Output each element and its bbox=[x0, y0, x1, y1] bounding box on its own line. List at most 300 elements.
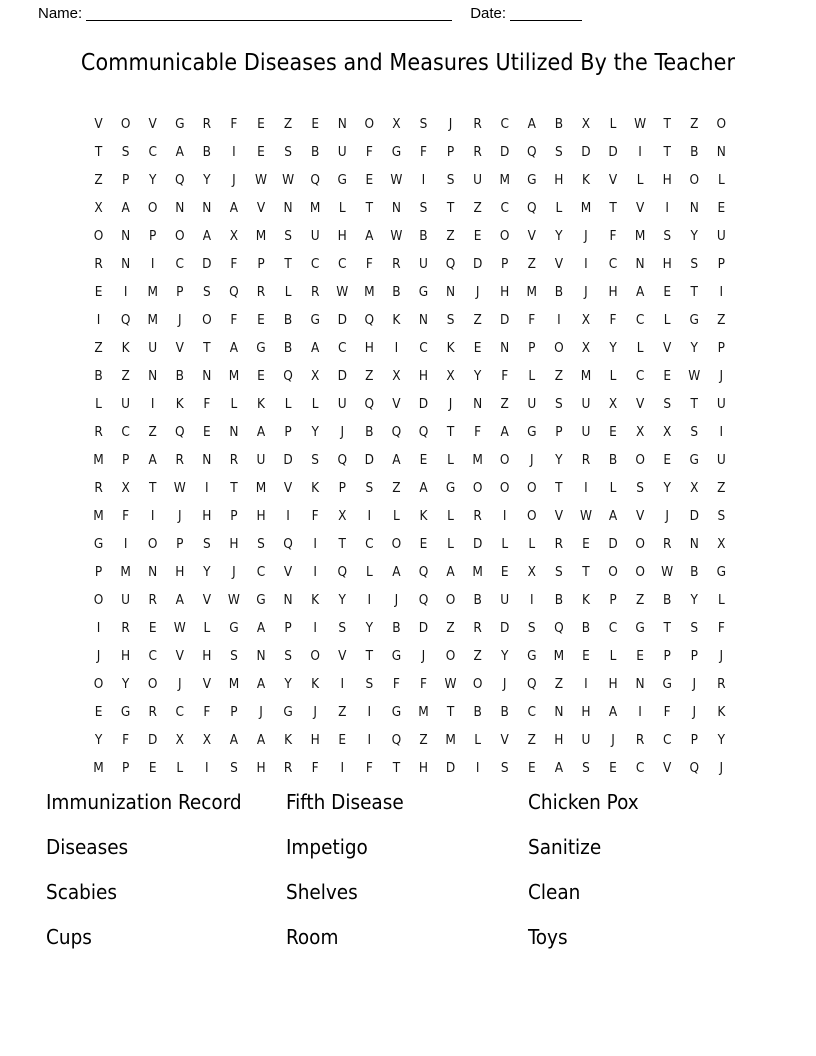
grid-cell[interactable]: O bbox=[147, 676, 158, 692]
grid-cell[interactable]: X bbox=[635, 424, 645, 440]
grid-cell[interactable]: D bbox=[500, 144, 510, 160]
grid-cell[interactable]: I bbox=[584, 676, 588, 692]
grid-cell[interactable]: L bbox=[555, 200, 563, 216]
grid-cell[interactable]: T bbox=[94, 144, 103, 160]
grid-cell[interactable]: R bbox=[148, 704, 157, 720]
grid-cell[interactable]: I bbox=[638, 144, 642, 160]
grid-cell[interactable]: W bbox=[661, 564, 674, 580]
grid-cell[interactable]: Z bbox=[365, 368, 374, 384]
grid-cell[interactable]: X bbox=[581, 116, 591, 132]
grid-cell[interactable]: N bbox=[148, 564, 158, 580]
grid-cell[interactable]: Z bbox=[554, 368, 564, 384]
grid-cell[interactable]: M bbox=[309, 200, 321, 216]
grid-cell[interactable]: U bbox=[716, 228, 726, 244]
grid-cell[interactable]: K bbox=[311, 592, 320, 608]
grid-cell[interactable]: E bbox=[148, 760, 157, 776]
grid-cell[interactable]: B bbox=[175, 368, 184, 384]
grid-cell[interactable]: E bbox=[419, 452, 428, 468]
grid-cell[interactable]: J bbox=[394, 592, 399, 608]
grid-cell[interactable]: X bbox=[175, 732, 184, 748]
grid-cell[interactable]: A bbox=[229, 340, 239, 356]
grid-cell[interactable]: L bbox=[609, 116, 617, 132]
grid-cell[interactable]: O bbox=[310, 648, 320, 664]
grid-cell[interactable]: O bbox=[202, 312, 212, 328]
grid-cell[interactable]: B bbox=[554, 284, 564, 300]
grid-cell[interactable]: V bbox=[500, 732, 509, 748]
grid-cell[interactable]: M bbox=[553, 648, 565, 664]
grid-cell[interactable]: I bbox=[123, 284, 128, 300]
grid-cell[interactable]: J bbox=[584, 228, 588, 244]
grid-cell[interactable]: K bbox=[175, 396, 184, 412]
grid-cell[interactable]: G bbox=[229, 620, 239, 636]
grid-cell[interactable]: N bbox=[500, 340, 510, 356]
grid-cell[interactable]: Y bbox=[690, 228, 698, 244]
grid-cell[interactable]: Q bbox=[174, 172, 185, 188]
grid-cell[interactable]: M bbox=[255, 480, 267, 496]
grid-cell[interactable]: I bbox=[502, 508, 507, 524]
grid-cell[interactable]: A bbox=[256, 676, 266, 692]
grid-cell[interactable]: C bbox=[500, 200, 509, 216]
grid-cell[interactable]: N bbox=[148, 368, 158, 384]
grid-cell[interactable]: S bbox=[446, 172, 455, 188]
grid-cell[interactable]: C bbox=[148, 144, 157, 160]
grid-cell[interactable]: U bbox=[581, 424, 591, 440]
grid-cell[interactable]: L bbox=[717, 592, 725, 608]
grid-cell[interactable]: L bbox=[717, 172, 725, 188]
grid-cell[interactable]: L bbox=[447, 452, 454, 468]
grid-cell[interactable]: I bbox=[96, 620, 101, 636]
grid-cell[interactable]: T bbox=[365, 200, 374, 216]
grid-cell[interactable]: V bbox=[148, 116, 157, 132]
date-fill-in-line[interactable] bbox=[510, 7, 582, 21]
word-list-item[interactable]: Cups bbox=[46, 925, 92, 949]
grid-cell[interactable]: Z bbox=[94, 340, 103, 356]
grid-cell[interactable]: N bbox=[635, 256, 645, 272]
grid-cell[interactable]: M bbox=[580, 200, 592, 216]
grid-cell[interactable]: S bbox=[121, 144, 130, 160]
grid-cell[interactable]: S bbox=[717, 508, 726, 524]
grid-cell[interactable]: Y bbox=[203, 564, 211, 580]
grid-cell[interactable]: Q bbox=[689, 760, 700, 776]
grid-cell[interactable]: G bbox=[445, 480, 456, 496]
grid-cell[interactable]: W bbox=[579, 508, 592, 524]
grid-cell[interactable]: X bbox=[229, 228, 239, 244]
grid-cell[interactable]: V bbox=[256, 200, 266, 216]
grid-cell[interactable]: Q bbox=[527, 676, 537, 692]
grid-cell[interactable]: S bbox=[338, 620, 347, 636]
grid-cell[interactable]: J bbox=[529, 452, 534, 468]
grid-cell[interactable]: J bbox=[448, 396, 453, 412]
grid-cell[interactable]: U bbox=[256, 452, 266, 468]
grid-cell[interactable]: U bbox=[716, 452, 726, 468]
grid-cell[interactable]: G bbox=[689, 312, 699, 328]
grid-cell[interactable]: R bbox=[94, 424, 103, 440]
grid-cell[interactable]: T bbox=[365, 648, 374, 664]
grid-cell[interactable]: Q bbox=[337, 452, 348, 468]
grid-cell[interactable]: Q bbox=[364, 396, 375, 412]
grid-cell[interactable]: D bbox=[472, 256, 483, 272]
grid-cell[interactable]: M bbox=[93, 452, 104, 468]
grid-cell[interactable]: Y bbox=[690, 340, 698, 356]
grid-cell[interactable]: O bbox=[554, 340, 564, 356]
grid-cell[interactable]: S bbox=[230, 760, 238, 776]
grid-cell[interactable]: Q bbox=[527, 144, 537, 160]
grid-cell[interactable]: I bbox=[150, 508, 155, 524]
grid-cell[interactable]: F bbox=[528, 312, 536, 328]
word-list-item[interactable]: Shelves bbox=[286, 880, 358, 904]
grid-cell[interactable]: H bbox=[554, 172, 564, 188]
grid-cell[interactable]: W bbox=[390, 172, 403, 188]
grid-cell[interactable]: S bbox=[202, 536, 211, 552]
grid-cell[interactable]: Y bbox=[609, 340, 617, 356]
grid-cell[interactable]: Q bbox=[527, 200, 537, 216]
grid-cell[interactable]: S bbox=[690, 620, 699, 636]
grid-cell[interactable]: E bbox=[419, 536, 428, 552]
grid-cell[interactable]: J bbox=[96, 648, 101, 664]
grid-cell[interactable]: M bbox=[147, 312, 158, 328]
grid-cell[interactable]: Y bbox=[311, 424, 319, 440]
grid-cell[interactable]: K bbox=[284, 732, 293, 748]
grid-cell[interactable]: A bbox=[229, 200, 239, 216]
grid-cell[interactable]: O bbox=[147, 200, 158, 216]
grid-cell[interactable]: C bbox=[635, 368, 645, 384]
grid-cell[interactable]: E bbox=[311, 116, 319, 132]
grid-cell[interactable]: N bbox=[229, 424, 239, 440]
grid-cell[interactable]: U bbox=[121, 592, 131, 608]
grid-cell[interactable]: Y bbox=[717, 732, 726, 748]
grid-cell[interactable]: Z bbox=[94, 172, 103, 188]
grid-cell[interactable]: F bbox=[609, 312, 617, 328]
grid-cell[interactable]: R bbox=[554, 536, 564, 552]
grid-cell[interactable]: E bbox=[257, 116, 265, 132]
grid-cell[interactable]: S bbox=[500, 760, 509, 776]
grid-cell[interactable]: V bbox=[202, 592, 211, 608]
grid-cell[interactable]: H bbox=[229, 536, 239, 552]
grid-cell[interactable]: E bbox=[582, 536, 590, 552]
grid-cell[interactable]: Z bbox=[527, 256, 536, 272]
grid-cell[interactable]: X bbox=[94, 200, 103, 216]
grid-cell[interactable]: M bbox=[526, 284, 538, 300]
grid-cell[interactable]: E bbox=[94, 704, 103, 720]
grid-cell[interactable]: E bbox=[257, 312, 265, 328]
grid-cell[interactable]: K bbox=[717, 704, 726, 720]
grid-cell[interactable]: E bbox=[365, 172, 374, 188]
grid-cell[interactable]: X bbox=[690, 480, 699, 496]
grid-cell[interactable]: O bbox=[93, 676, 104, 692]
grid-cell[interactable]: I bbox=[367, 592, 372, 608]
grid-cell[interactable]: Z bbox=[419, 732, 428, 748]
grid-cell[interactable]: B bbox=[473, 704, 482, 720]
grid-cell[interactable]: H bbox=[662, 172, 672, 188]
grid-cell[interactable]: B bbox=[392, 284, 401, 300]
grid-cell[interactable]: D bbox=[337, 312, 347, 328]
grid-cell[interactable]: J bbox=[502, 676, 507, 692]
grid-cell[interactable]: E bbox=[609, 424, 617, 440]
grid-cell[interactable]: W bbox=[336, 284, 349, 300]
grid-cell[interactable]: Z bbox=[148, 424, 157, 440]
grid-cell[interactable]: P bbox=[338, 480, 346, 496]
grid-cell[interactable]: H bbox=[581, 704, 591, 720]
grid-cell[interactable]: G bbox=[93, 536, 104, 552]
grid-cell[interactable]: P bbox=[663, 648, 671, 664]
grid-cell[interactable]: Y bbox=[203, 172, 211, 188]
grid-cell[interactable]: G bbox=[391, 704, 402, 720]
grid-cell[interactable]: W bbox=[282, 172, 295, 188]
grid-cell[interactable]: P bbox=[446, 144, 455, 160]
grid-cell[interactable]: F bbox=[311, 508, 319, 524]
grid-cell[interactable]: O bbox=[689, 172, 700, 188]
grid-cell[interactable]: F bbox=[663, 704, 671, 720]
grid-cell[interactable]: U bbox=[500, 592, 510, 608]
grid-cell[interactable]: Z bbox=[717, 312, 726, 328]
grid-cell[interactable]: I bbox=[340, 676, 345, 692]
grid-cell[interactable]: H bbox=[554, 732, 564, 748]
grid-cell[interactable]: I bbox=[123, 536, 128, 552]
grid-cell[interactable]: O bbox=[716, 116, 727, 132]
grid-cell[interactable]: G bbox=[716, 564, 727, 580]
grid-cell[interactable]: J bbox=[448, 116, 453, 132]
grid-cell[interactable]: S bbox=[446, 312, 455, 328]
grid-cell[interactable]: Q bbox=[554, 620, 564, 636]
grid-cell[interactable]: A bbox=[554, 760, 564, 776]
grid-cell[interactable]: J bbox=[232, 172, 236, 188]
grid-cell[interactable]: T bbox=[609, 200, 617, 216]
grid-cell[interactable]: N bbox=[121, 256, 131, 272]
grid-cell[interactable]: J bbox=[584, 284, 588, 300]
grid-cell[interactable]: E bbox=[527, 760, 536, 776]
grid-cell[interactable]: V bbox=[635, 508, 645, 524]
grid-cell[interactable]: P bbox=[284, 424, 292, 440]
grid-cell[interactable]: R bbox=[635, 732, 645, 748]
grid-cell[interactable]: L bbox=[609, 648, 617, 664]
grid-cell[interactable]: D bbox=[500, 312, 510, 328]
grid-cell[interactable]: Y bbox=[663, 480, 671, 496]
grid-cell[interactable]: E bbox=[663, 284, 672, 300]
grid-cell[interactable]: D bbox=[202, 256, 212, 272]
grid-cell[interactable]: P bbox=[94, 564, 103, 580]
grid-cell[interactable]: B bbox=[663, 592, 672, 608]
grid-cell[interactable]: U bbox=[716, 396, 726, 412]
grid-cell[interactable]: L bbox=[284, 396, 292, 412]
grid-cell[interactable]: Y bbox=[555, 228, 563, 244]
grid-cell[interactable]: U bbox=[419, 256, 428, 272]
grid-cell[interactable]: E bbox=[473, 340, 482, 356]
grid-cell[interactable]: T bbox=[230, 480, 238, 496]
grid-cell[interactable]: H bbox=[662, 256, 672, 272]
grid-cell[interactable]: A bbox=[229, 732, 239, 748]
grid-cell[interactable]: B bbox=[500, 704, 509, 720]
grid-cell[interactable]: Q bbox=[418, 424, 429, 440]
grid-cell[interactable]: G bbox=[391, 144, 402, 160]
grid-cell[interactable]: V bbox=[338, 648, 347, 664]
grid-cell[interactable]: H bbox=[608, 676, 618, 692]
grid-cell[interactable]: Q bbox=[120, 312, 131, 328]
grid-cell[interactable]: R bbox=[581, 452, 591, 468]
grid-cell[interactable]: J bbox=[719, 760, 724, 776]
grid-cell[interactable]: B bbox=[581, 620, 591, 636]
grid-cell[interactable]: Z bbox=[473, 312, 482, 328]
grid-cell[interactable]: N bbox=[689, 200, 699, 216]
grid-cell[interactable]: L bbox=[609, 480, 617, 496]
grid-cell[interactable]: G bbox=[689, 452, 699, 468]
grid-cell[interactable]: O bbox=[120, 116, 131, 132]
grid-cell[interactable]: P bbox=[690, 648, 698, 664]
grid-cell[interactable]: S bbox=[690, 256, 699, 272]
grid-cell[interactable]: Y bbox=[473, 368, 482, 384]
grid-cell[interactable]: F bbox=[501, 368, 509, 384]
grid-cell[interactable]: A bbox=[121, 200, 130, 216]
grid-cell[interactable]: P bbox=[176, 284, 184, 300]
grid-cell[interactable]: C bbox=[635, 760, 645, 776]
grid-cell[interactable]: S bbox=[230, 648, 238, 664]
grid-cell[interactable]: T bbox=[392, 760, 401, 776]
grid-cell[interactable]: W bbox=[390, 228, 403, 244]
grid-cell[interactable]: W bbox=[227, 592, 240, 608]
grid-cell[interactable]: C bbox=[608, 620, 618, 636]
grid-cell[interactable]: I bbox=[638, 704, 642, 720]
grid-cell[interactable]: A bbox=[256, 620, 266, 636]
grid-cell[interactable]: C bbox=[175, 704, 185, 720]
grid-cell[interactable]: O bbox=[391, 536, 402, 552]
grid-cell[interactable]: A bbox=[256, 732, 266, 748]
grid-cell[interactable]: U bbox=[148, 340, 158, 356]
grid-cell[interactable]: O bbox=[445, 592, 456, 608]
grid-cell[interactable]: L bbox=[501, 536, 509, 552]
grid-cell[interactable]: J bbox=[313, 704, 317, 720]
grid-cell[interactable]: X bbox=[527, 564, 536, 580]
grid-cell[interactable]: M bbox=[255, 228, 267, 244]
grid-cell[interactable]: S bbox=[284, 648, 292, 664]
grid-cell[interactable]: Q bbox=[445, 256, 456, 272]
grid-cell[interactable]: N bbox=[446, 284, 456, 300]
grid-cell[interactable]: I bbox=[313, 536, 317, 552]
grid-cell[interactable]: L bbox=[95, 396, 102, 412]
grid-cell[interactable]: U bbox=[473, 172, 483, 188]
grid-cell[interactable]: Q bbox=[391, 732, 402, 748]
grid-cell[interactable]: F bbox=[230, 116, 238, 132]
grid-cell[interactable]: A bbox=[148, 452, 157, 468]
grid-cell[interactable]: X bbox=[311, 368, 320, 384]
grid-cell[interactable]: K bbox=[311, 676, 320, 692]
grid-cell[interactable]: E bbox=[257, 368, 265, 384]
grid-cell[interactable]: J bbox=[665, 508, 669, 524]
grid-cell[interactable]: W bbox=[444, 676, 457, 692]
grid-cell[interactable]: T bbox=[663, 620, 671, 636]
grid-cell[interactable]: J bbox=[611, 732, 615, 748]
grid-cell[interactable]: Z bbox=[121, 368, 130, 384]
grid-cell[interactable]: F bbox=[419, 676, 427, 692]
grid-cell[interactable]: H bbox=[500, 284, 510, 300]
grid-cell[interactable]: I bbox=[232, 144, 236, 160]
grid-cell[interactable]: L bbox=[636, 172, 644, 188]
grid-cell[interactable]: F bbox=[203, 704, 211, 720]
grid-cell[interactable]: I bbox=[665, 200, 669, 216]
grid-cell[interactable]: C bbox=[500, 116, 509, 132]
grid-cell[interactable]: Q bbox=[364, 312, 375, 328]
grid-cell[interactable]: Z bbox=[635, 592, 645, 608]
grid-cell[interactable]: N bbox=[473, 396, 483, 412]
grid-cell[interactable]: E bbox=[636, 648, 644, 664]
grid-cell[interactable]: N bbox=[256, 648, 266, 664]
grid-cell[interactable]: U bbox=[581, 396, 591, 412]
word-list-item[interactable]: Chicken Pox bbox=[528, 790, 639, 814]
grid-cell[interactable]: Q bbox=[174, 424, 185, 440]
word-search-grid[interactable] bbox=[85, 110, 735, 782]
grid-cell[interactable]: O bbox=[364, 116, 375, 132]
word-list-item[interactable]: Clean bbox=[528, 880, 581, 904]
grid-cell[interactable]: O bbox=[445, 648, 456, 664]
grid-cell[interactable]: R bbox=[94, 480, 103, 496]
grid-cell[interactable]: R bbox=[202, 116, 212, 132]
grid-cell[interactable]: C bbox=[527, 704, 537, 720]
grid-cell[interactable]: G bbox=[283, 704, 293, 720]
grid-cell[interactable]: W bbox=[255, 172, 268, 188]
grid-cell[interactable]: A bbox=[256, 424, 266, 440]
grid-cell[interactable]: Z bbox=[446, 620, 455, 636]
grid-cell[interactable]: B bbox=[392, 620, 401, 636]
grid-cell[interactable]: O bbox=[472, 480, 483, 496]
grid-cell[interactable]: U bbox=[310, 228, 320, 244]
grid-cell[interactable]: G bbox=[527, 424, 537, 440]
grid-cell[interactable]: B bbox=[310, 144, 320, 160]
grid-cell[interactable]: G bbox=[120, 704, 131, 720]
grid-cell[interactable]: L bbox=[176, 760, 184, 776]
grid-cell[interactable]: Q bbox=[418, 592, 429, 608]
grid-cell[interactable]: X bbox=[392, 368, 401, 384]
grid-cell[interactable]: N bbox=[202, 452, 212, 468]
grid-cell[interactable]: A bbox=[175, 592, 184, 608]
grid-cell[interactable]: V bbox=[283, 564, 293, 580]
grid-cell[interactable]: C bbox=[365, 536, 374, 552]
grid-cell[interactable]: M bbox=[580, 368, 592, 384]
grid-cell[interactable]: D bbox=[364, 452, 374, 468]
grid-cell[interactable]: Z bbox=[717, 480, 726, 496]
word-list-item[interactable]: Immunization Record bbox=[46, 790, 242, 814]
grid-cell[interactable]: O bbox=[499, 228, 510, 244]
grid-cell[interactable]: F bbox=[717, 620, 725, 636]
grid-cell[interactable]: N bbox=[635, 676, 645, 692]
grid-cell[interactable]: Z bbox=[446, 228, 455, 244]
grid-cell[interactable]: F bbox=[230, 312, 238, 328]
grid-cell[interactable]: M bbox=[147, 284, 158, 300]
grid-cell[interactable]: K bbox=[419, 508, 428, 524]
grid-cell[interactable]: N bbox=[202, 368, 212, 384]
grid-cell[interactable]: E bbox=[257, 144, 265, 160]
name-fill-in-line[interactable] bbox=[86, 7, 452, 21]
grid-cell[interactable]: V bbox=[175, 648, 184, 664]
grid-cell[interactable]: X bbox=[446, 368, 455, 384]
grid-cell[interactable]: V bbox=[527, 228, 536, 244]
grid-cell[interactable]: A bbox=[311, 340, 320, 356]
grid-cell[interactable]: T bbox=[446, 200, 455, 216]
grid-cell[interactable]: L bbox=[447, 536, 454, 552]
grid-cell[interactable]: S bbox=[365, 480, 374, 496]
grid-cell[interactable]: H bbox=[256, 508, 266, 524]
grid-cell[interactable]: B bbox=[365, 424, 374, 440]
grid-cell[interactable]: R bbox=[717, 676, 726, 692]
grid-cell[interactable]: I bbox=[150, 256, 155, 272]
grid-cell[interactable]: M bbox=[472, 452, 483, 468]
grid-cell[interactable]: D bbox=[337, 368, 347, 384]
grid-cell[interactable]: F bbox=[392, 676, 400, 692]
grid-cell[interactable]: I bbox=[475, 760, 480, 776]
grid-cell[interactable]: A bbox=[500, 424, 509, 440]
grid-cell[interactable]: X bbox=[581, 340, 591, 356]
grid-cell[interactable]: L bbox=[609, 368, 617, 384]
grid-cell[interactable]: G bbox=[310, 312, 320, 328]
grid-cell[interactable]: T bbox=[582, 564, 590, 580]
grid-cell[interactable]: G bbox=[662, 676, 672, 692]
